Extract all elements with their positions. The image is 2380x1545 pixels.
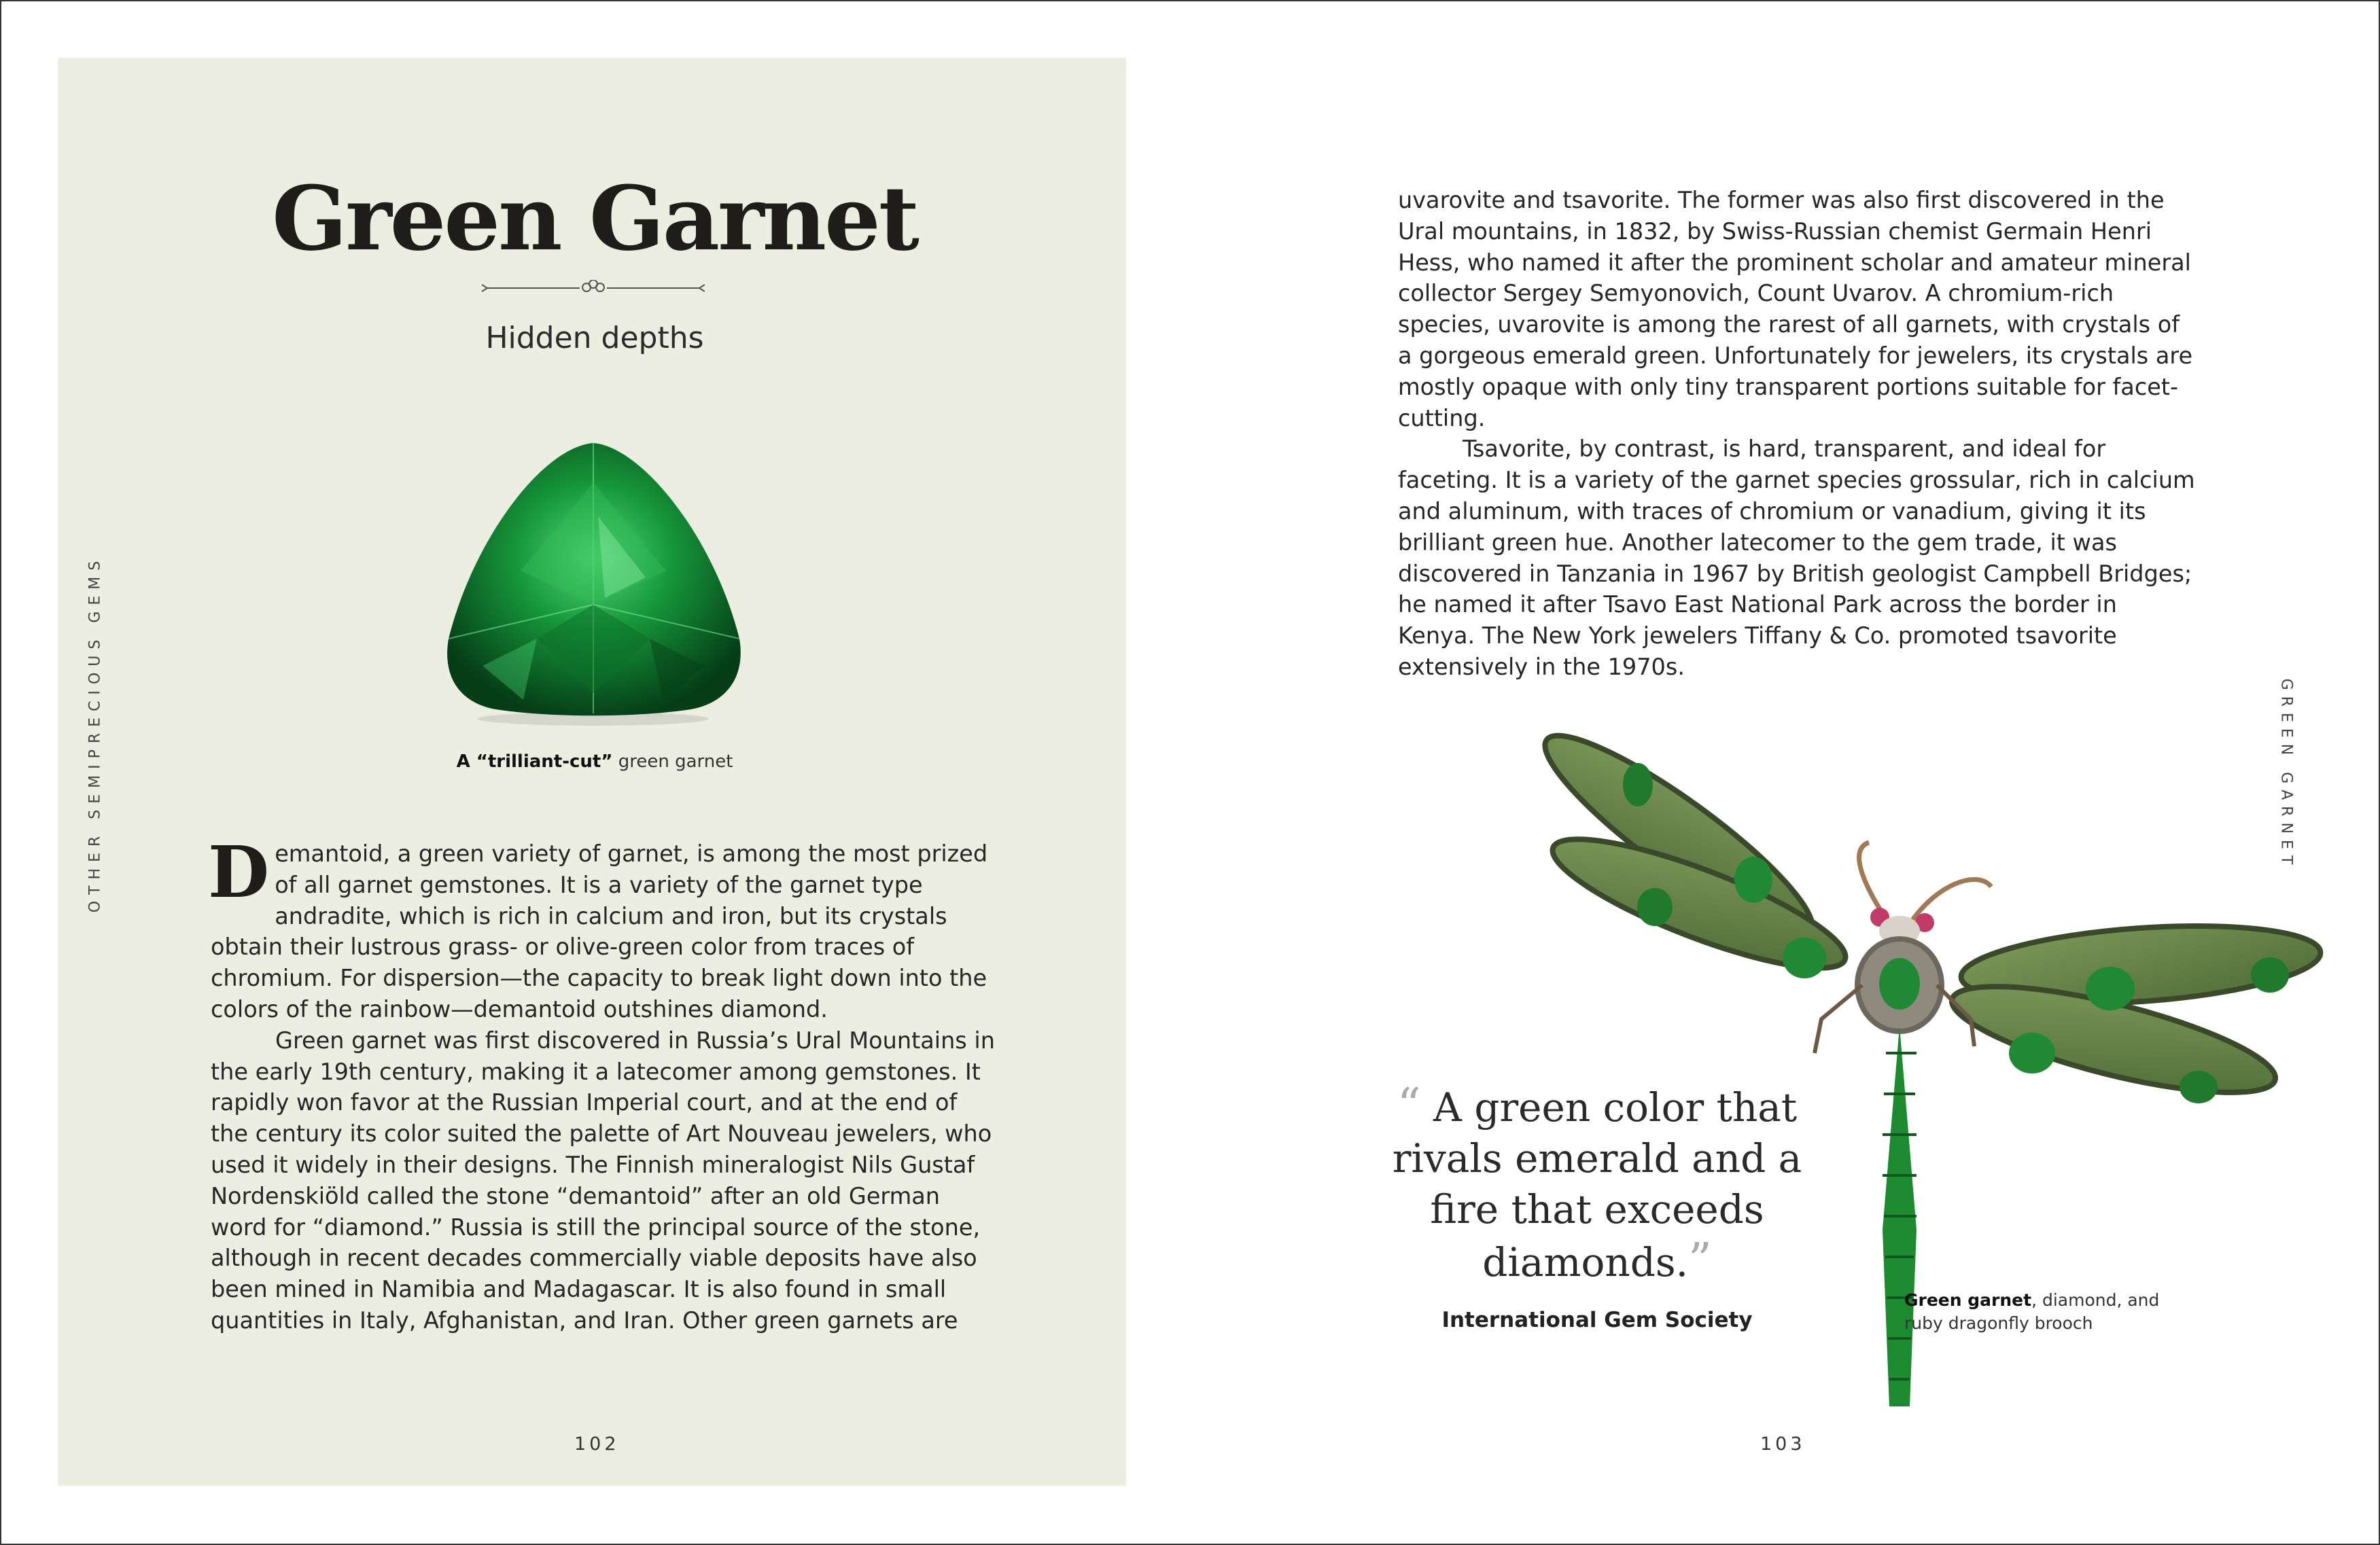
page-number-left: 102 [574,1434,620,1455]
right-body-text [1398,185,2200,683]
pull-quote [1386,1080,1808,1288]
gem-caption [340,751,850,772]
gem-caption-text: green garnet [612,751,733,772]
left-paragraph-1 [208,830,999,1025]
ornament-divider-icon [478,280,709,295]
page-number-right: 103 [1760,1434,1806,1455]
left-paragraph-1-text: emantoid, a green variety of garnet, is among the most prized of all garnet gemstones. It is a variety of the garnet type andradite, which is rich in calcium and iron, but its crystals obtain their lustrous grass- or olive-green color from traces of chromium. For dispersion—the capacity to break light down into the colors of the rainbow—demantoid outshines diamond. [211,840,988,1023]
left-side-label: OTHER SEMIPRECIOUS GEMS [86,554,104,913]
quote-close-mark: ” [1688,1234,1712,1288]
brooch-caption-text: , diamond, and ruby dragonfly brooch [1904,1290,2160,1333]
right-paragraph-2: Tsavorite, by contrast, is hard, transparent, and ideal for faceting. It is a variety of the garnet species grossular, rich in calcium and aluminum, with traces of chromium or vanadium, giving it its brilliant green hue. Another latecomer to the gem trade, it was discovered in Tanzania in 1967 by British geologist Campbell Bridges; he named it after Tsavo East National Park across the border in Kenya. The New York jewelers Tiffany & Co. promoted tsavorite extensively in the 1970s. [1398,436,2195,680]
right-paragraph-1: uvarovite and tsavorite. The former was also first discovered in the Ural mountains, in 1832, by Swiss-Russian chemist Germain Henri Hess, who named it after the prominent scholar and amateur mineral collector Sergey Semyonovich, Count Uvarov. A chromium-rich species, uvarovite is among the rarest of all garnets, with crystals of a gorgeous emerald green. Unfortunately for jewelers, its crystals are mostly opaque with only tiny transparent portions suitable for facet-cutting. [1398,187,2193,431]
left-paragraph-2: Green garnet was first discovered in Russia’s Ural Mountains in the early 19th century, making it a latecomer among gemstones. It rapidly won favor at the Russian Imperial court, and at the end of the century its color suited the palette of Art Nouveau jewelers, who used it widely in their designs. The Finnish mineralogist Nils Gustaf Nordenskiöld called the stone “demantoid” after an old German word for “diamond.” Russia is still the principal source of the stone, although in recent decades commercially viable deposits have also been mined in Namibia and Madagascar. It is also found in small quantities in Italy, Afghanistan, and Iran. Other green garnets are [211,1027,995,1334]
trilliant-gem-image [442,435,745,727]
right-side-label: GREEN GARNET [2277,678,2295,871]
gem-caption-bold: A “trilliant-cut” [456,751,613,772]
left-body-text [208,830,999,1336]
page-subtitle: Hidden depths [485,321,704,355]
drop-cap: D [208,830,270,914]
quote-open-mark: “ [1397,1079,1421,1133]
brooch-caption-bold: Green garnet [1904,1290,2032,1310]
page-title: Green Garnet [272,166,917,270]
quote-text: A green color that rivals emerald and a fire that exceeds diamonds. [1392,1084,1802,1285]
brooch-caption [1904,1289,2176,1335]
quote-source: International Gem Society [1441,1308,1753,1332]
